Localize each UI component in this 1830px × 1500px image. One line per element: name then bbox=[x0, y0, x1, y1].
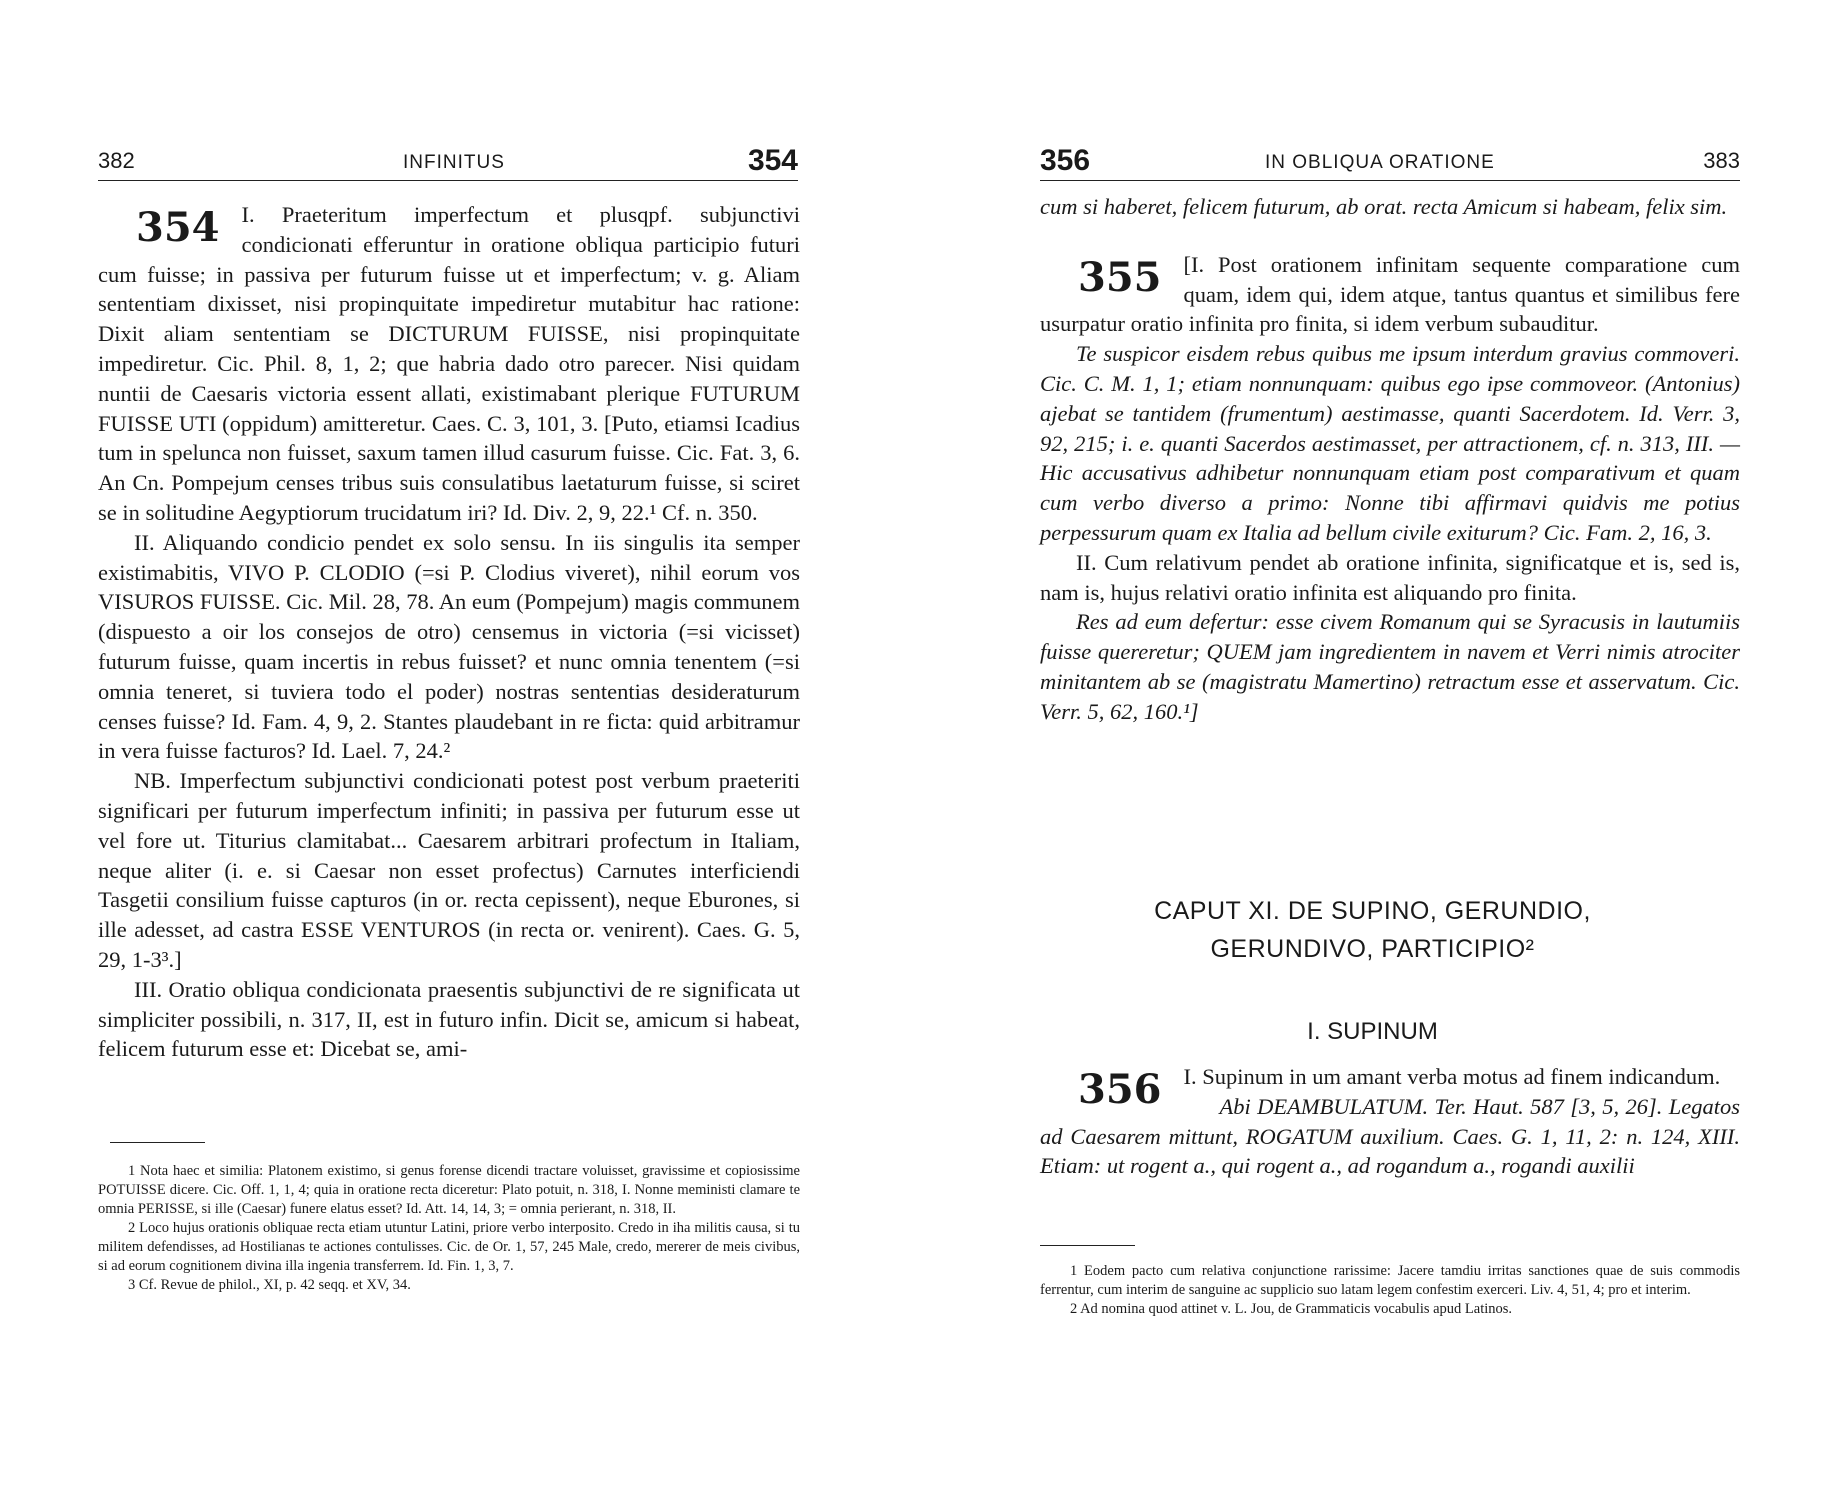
chapter-heading bbox=[915, 892, 1830, 968]
chapter-heading-line: GERUNDIVO, PARTICIPIO² bbox=[1210, 935, 1535, 963]
footnote: 1 Nota haec et similia: Platonem existimo, si genus forense dicendi tractare voluisset, gravissime et copiosissime POTUISSE dicere. Cic. Off. 1, 1, 4; quia in oratione recta diceretur: Plato potuit, n. 318, I. Nonne meministi clamare te omnia PERISSE, si ille (Caesar) funere elatus esset? Id. Att. 14, 14, 3; = omnia perierant, n. 318, II. bbox=[98, 1163, 800, 1217]
paragraph-354-i: 354 I. Praeteritum imperfectum et plusqpf. subjunctivi condicionati efferuntur in oratione obliqua participio futuri cum fuisse; in passiva per futurum fuisse ut et imperfectum; v. g. Aliam sententiam dixisset, nisi propinquitate impediretur mutabitur hac ratione: Dixit aliam sententiam se DICTURUM FUISSE, nisi propinquitate impediretur. Cic. Phil. 8, 1, 2; que habria dado otro parecer. Nisi quidam nuntii de Caesaris victoria essent allati, existimabant plerique FUTURUM FUISSE UTI (oppidum) amitteretur. Caes. C. 3, 101, 3. [Puto, etiamsi Icadius tum in spelunca non fuisset, saxum tamen illud casurum fuisse. Cic. Fat. 3, 6. An Cn. Pompejum censes tribus suis consulatibus laetaturum fuisse, si sciret se in solitudine Aegyptiorum trucidatum iri? Id. Div. 2, 9, 22.¹ Cf. n. 350. bbox=[98, 202, 800, 525]
page-number: 382 bbox=[98, 148, 135, 173]
footnote: 1 Eodem pacto cum relativa conjunctione rarissime: Jacere tamdiu irritas sanctiones quae de suis commodis ferrentur, cum interim de sanguine ac supplicio suo latam legem confestim exerceri. Liv. 4, 51, 4; pro et interim. bbox=[1040, 1263, 1740, 1298]
paragraph-356-i: 356 I. Supinum in um amant verba motus ad finem indicandum. bbox=[1078, 1064, 1721, 1113]
footnote: 2 Loco hujus orationis obliquae recta etiam utuntur Latini, priore verbo interposito. Credo in iha militis causa, si tu militem defendisses, ad Hostilianas te actiones contulisses. Cic. de Or. 1, 57, 245 Male, credo, mererer de meis civibus, si ad eorum cognitionem divina illa ingenia transferrem. Id. Fin. 1, 3, 7. bbox=[98, 1220, 800, 1274]
left-footnotes bbox=[98, 1162, 800, 1295]
paragraph-355-ii-example: Res ad eum defertur: esse civem Romanum qui se Syracusis in lautumiis fuisse quereretur; QUEM jam ingredientem in navem et Verri nimis atrociter minitantem ab se (magistratu Mamertino) retractum esse et asservatum. Cic. Verr. 5, 62, 160.¹] bbox=[1040, 609, 1740, 724]
left-body bbox=[98, 200, 800, 1064]
chapter-heading-line: CAPUT XI. DE SUPINO, GERUNDIO, bbox=[1154, 897, 1591, 925]
page-number: 383 bbox=[1703, 148, 1740, 173]
right-body bbox=[1040, 192, 1740, 727]
header-section-number: 354 bbox=[747, 144, 798, 177]
section-number: 354 bbox=[136, 204, 220, 251]
right-body-356 bbox=[1040, 1062, 1740, 1181]
header-section-number: 356 bbox=[1040, 144, 1091, 177]
footnote-rule bbox=[110, 1142, 205, 1143]
paragraph-356-example: Abi DEAMBULATUM. Ter. Haut. 587 [3, 5, 26]. Legatos ad Caesarem mittunt, ROGATUM auxilium. Caes. G. 1, 11, 2: n. 124, XIII. Etiam: ut rogent a., qui rogent a., ad rogandum a., rogandi auxilii bbox=[1040, 1093, 1740, 1179]
paragraph-354-ii: II. Aliquando condicio pendet ex solo sensu. In iis singulis ita semper existimabitis, VIVO P. CLODIO (=si P. Clodius viveret), nihil eorum vos VISUROS FUISSE. Cic. Mil. 28, 78. An eum (Pompejum) magis communem (dispuesto a oir los consejos de otro) censemus in victoria (=si vicisset) futurum fuisse, quam incertis in rebus fuisset? et nunc omnia tenentem (=si omnia teneret, si tuviera todo el poder) nostras sententias desideraturum censes fuisse? Id. Fam. 4, 9, 2. Stantes plaudebant in re ficta: quid arbitramur in vera fuisse facturos? Id. Lael. 7, 24.² bbox=[98, 529, 800, 764]
section-number: 355 bbox=[1078, 253, 1162, 301]
paragraph-354-nb: NB. Imperfectum subjunctivi condicionati potest post verbum praeteriti significari per futurum imperfectum infiniti; in passiva per futurum esse ut vel fore ut. Titurius clamitabat... Caesarem arbitrari profectum in Italiam, neque aliter (i. e. si Caesar non esset profectus) Carnutes interficiendi Tasgetii consilium fuisse capturos (in or. recta cepissent), neque Eburones, si ille adesset, ad castra ESSE VENTUROS (in recta or. venirent). Caes. G. 5, 29, 1-3³.] bbox=[98, 768, 800, 972]
paragraph-355-i: 355 [I. Post orationem infinitam sequente comparatione cum quam, idem qui, idem atque, tantus quantus et similibus fere usurpatur oratio infinita pro finita, si idem verbum subauditur. bbox=[1040, 251, 1740, 337]
left-page-header bbox=[98, 140, 798, 181]
footnote-rule bbox=[1040, 1245, 1135, 1246]
paragraph-355-example: Te suspicor eisdem rebus quibus me ipsum interdum gravius commoveri. Cic. C. M. 1, 1; etiam nonnunquam: quibus ego ipse commoveor. (Antonius) ajebat se tantidem (frumentum) aestimasse, quanti Sacerdotem. Id. Verr. 3, 92, 215; i. e. quanti Sacerdos aestimasset, per attractionem, cf. n. 313, III. — Hic accusativus adhibetur nonnunquam etiam post comparativum et quam cum verbo diverso a primo: Nonne tibi affirmavi quidvis me potius perpessurum quam ex Italia ad bellum civile exiturum? Cic. Fam. 2, 16, 3. bbox=[1040, 341, 1740, 545]
running-title: INFINITUS bbox=[403, 152, 505, 173]
continuation-text: cum si haberet, felicem futurum, ab orat. recta Amicum si habeam, felix sim. bbox=[1040, 194, 1728, 219]
right-footnotes bbox=[1040, 1262, 1740, 1319]
footnote: 3 Cf. Revue de philol., XI, p. 42 seqq. et XV, 34. bbox=[128, 1277, 411, 1293]
right-page bbox=[915, 0, 1830, 1500]
footnote: 2 Ad nomina quod attinet v. L. Jou, de Grammaticis vocabulis apud Latinos. bbox=[1070, 1301, 1513, 1317]
section-number: 356 bbox=[1078, 1066, 1162, 1113]
paragraph-355-ii: II. Cum relativum pendet ab oratione infinita, significatque et is, sed is, nam is, hujus relativi oratio infinita est aliquando pro finita. bbox=[1040, 549, 1740, 605]
running-title: IN OBLIQUA ORATIONE bbox=[1265, 152, 1495, 173]
subheading: I. SUPINUM bbox=[1307, 1018, 1438, 1045]
paragraph-354-iii: III. Oratio obliqua condicionata praesentis subjunctivi de re significata ut simpliciter possibili, n. 317, II, est in futuro infin. Dicit se, amicum si habeat, felicem futurum esse et: Dicebat se, ami- bbox=[98, 976, 800, 1062]
right-page-header bbox=[1040, 140, 1740, 181]
